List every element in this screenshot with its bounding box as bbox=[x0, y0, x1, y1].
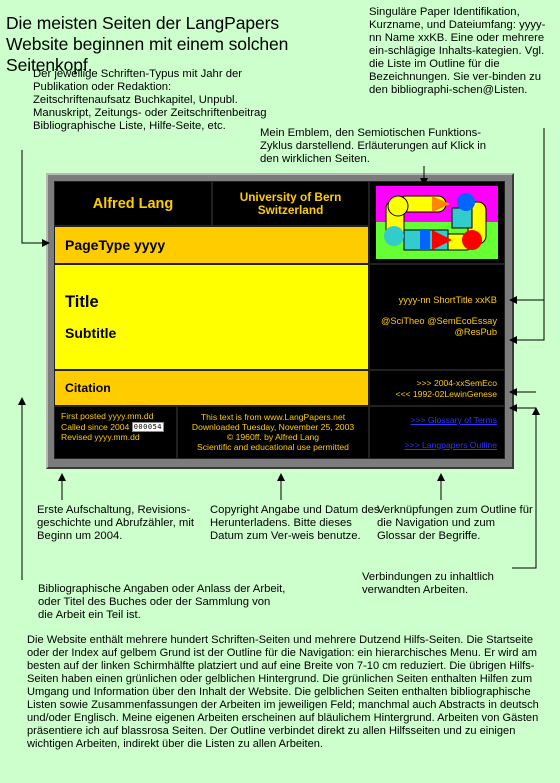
outline-link[interactable]: >>> Langpapers Outline bbox=[404, 440, 497, 450]
copyright-line-4: Scientific and educational use permitted bbox=[197, 442, 349, 452]
arrow-related-up bbox=[512, 408, 536, 568]
annotation-first-posted: Erste Aufschaltung, Revisions-geschichte und Abrufzähler, mit Beginn um 2004. bbox=[37, 504, 194, 542]
header-page-type: PageType yyyy bbox=[54, 226, 369, 264]
explanatory-paragraph: Die Website enthält mehrere hundert Schriften-Seiten und mehrere Dutzend Hilfs-Seiten. Die Startseite oder der Index auf gelbem Grund ist der Outline für die Navigation: ein hierarchisches Menu. Er wird am besten auf der linken Schirmhälfte platziert und auf eine Breite von 7-10 cm reduziert. Die übrigen Hilfs-Seiten haben einen grünlichen oder gelblichen Hintergrund. Die grünlichen Seiten enthalten Hilfen zum Umgang und Information über den Inhalt der Website. Die gelblichen Seiten enthalten bibliographische Listen sowie Zusammenfassungen der Arbeiten im jeweiligen Feld; manchmal auch Abstracts in deutsch und/oder Englisch. Meine eigenen Arbeiten erscheinen auf bläulichem Hintergrund. Arbeiten von Gästen präsentiere ich auf blassrosa Seiten. Der Outline verbindet direkt zu allen Hilfsseiten und zu einigen wichtigen Arbeiten, indirekt über die Listen zu allen Arbeiten. bbox=[27, 634, 539, 750]
header-categories[interactable]: @SciTheo @SemEcoEssay @ResPub bbox=[380, 315, 497, 337]
annotation-citation: Bibliographische Angaben oder Anlass der Arbeit, oder Titel des Buches oder der Sammlung von die Arbeit ein Teil ist. bbox=[38, 583, 286, 621]
first-posted: First posted yyyy.mm.dd bbox=[61, 411, 154, 421]
header-short-title: yyyy-nn ShortTitle xxKB bbox=[398, 295, 497, 305]
related-link-2[interactable]: <<< 1992-02LewinGenese bbox=[395, 388, 497, 399]
copyright-line-1: This text is from www.LangPapers.net bbox=[200, 412, 346, 422]
arrow-page-type bbox=[22, 150, 49, 243]
header-citation: Citation bbox=[54, 370, 369, 406]
header-author: Alfred Lang bbox=[54, 181, 212, 226]
header-university-text: University of Bern Switzerland bbox=[239, 189, 342, 217]
annotation-copyright: Copyright Angabe und Datum des Herunterladens. Bitte dieses Datum zum Ver-weis benutze. bbox=[210, 504, 380, 542]
header-title: Title bbox=[65, 293, 99, 311]
copyright-line-2: Downloaded Tuesday, November 25, 2003 bbox=[191, 422, 355, 432]
annotation-outline-links: Verknüpfungen zum Outline für die Navigation und zum Glossar der Begriffe. bbox=[377, 504, 533, 542]
header-subtitle: Subtitle bbox=[65, 325, 117, 341]
annotation-paper-id: Singuläre Paper Identifikation, Kurzname, und Dateiumfang: yyyy-nn Name xxKB. Eine oder mehrere ein-schlägige Inhalts-kategien. Vgl. die Liste im Outline für die Bezeichnungen. Sie ver-binden zu den bibliographi-schen@Listen. bbox=[369, 6, 546, 96]
glossary-link[interactable]: >>> Glossary of Terms bbox=[410, 415, 497, 425]
annotation-emblem: Mein Emblem, den Semiotischen Funktions-Zyklus darstellend. Erläuterungen auf Klick in den wirklichen Seiten. bbox=[260, 127, 487, 165]
annotation-page-type: Der jeweilige Schriften-Typus mit Jahr der Publikation oder Redaktion: Zeitschriftenaufsatz Buchkapitel, Unpubl. Manuskript, Zeitungs- oder Zeitschriftenbeitrag Bibliographische Liste, Hilfe-Seite, etc. bbox=[33, 68, 267, 132]
copyright-line-3: © 1960ff. by Alfred Lang bbox=[226, 432, 320, 442]
revised: Revised yyyy.mm.dd bbox=[61, 432, 140, 443]
hit-counter: 000054 bbox=[133, 423, 163, 432]
related-link-1[interactable]: >>> 2004-xxSemEco bbox=[416, 378, 497, 388]
annotation-related: Verbindungen zu inhaltlich verwandten Arbeiten. bbox=[362, 571, 494, 596]
page-heading: Die meisten Seiten der LangPapers Website beginnen mit einem solchen Seitenkopf. bbox=[6, 13, 289, 75]
called-since: Called since 2004 bbox=[61, 421, 130, 432]
arrow-categories bbox=[510, 128, 544, 340]
